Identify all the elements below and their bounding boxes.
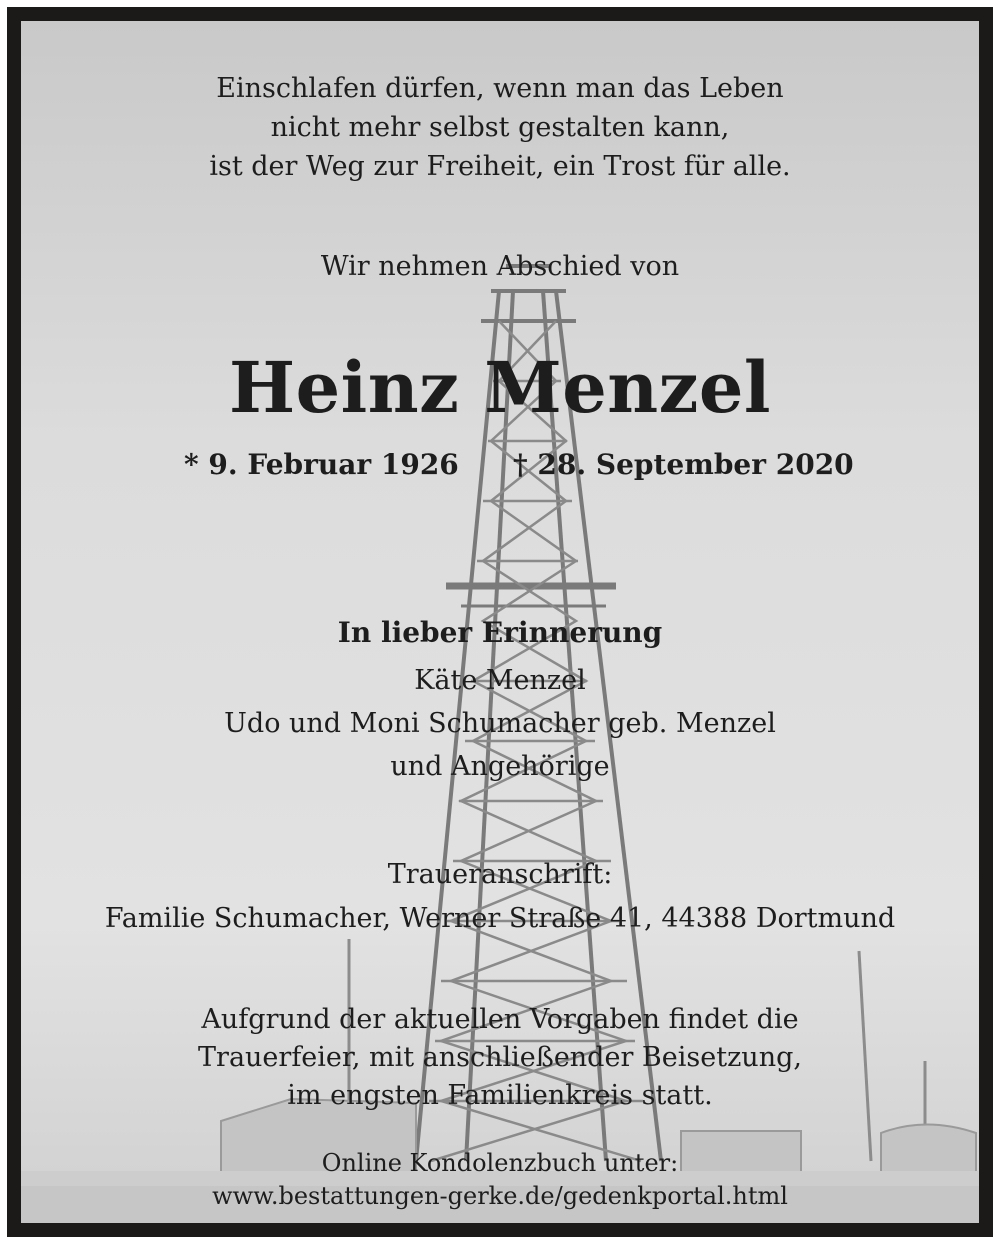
verse-block: [21, 69, 979, 186]
address-label: Traueranschrift:: [387, 859, 613, 890]
online-condolence: [21, 1147, 979, 1213]
funeral-line: Trauerfeier, mit anschließender Beisetzung,: [198, 1042, 802, 1073]
mourner-line: Käte Menzel: [414, 665, 586, 696]
verse-line: ist der Weg zur Freiheit, ein Trost für alle.: [209, 151, 791, 182]
funeral-notice: [21, 1001, 979, 1115]
condolence-url: www.bestattungen-gerke.de/gedenkportal.html: [212, 1182, 788, 1210]
obituary-frame: [7, 7, 993, 1237]
death-date: † 28. September 2020: [513, 448, 854, 481]
mourner-line: und Angehörige: [390, 751, 610, 782]
mourner-line: Udo und Moni Schumacher geb. Menzel: [224, 708, 776, 739]
verse-line: Einschlafen dürfen, wenn man das Leben: [216, 73, 784, 104]
condolence-label: Online Kondolenzbuch unter:: [321, 1149, 679, 1177]
funeral-line: Aufgrund der aktuellen Vorgaben findet die: [201, 1004, 799, 1035]
mourners-block: [21, 659, 979, 788]
memory-heading: In lieber Erinnerung: [337, 616, 663, 649]
mourning-address: [21, 853, 979, 941]
deceased-name: Heinz Menzel: [228, 346, 772, 429]
farewell-intro: Wir nehmen Abschied von: [320, 251, 680, 282]
funeral-line: im engsten Familienkreis statt.: [287, 1080, 713, 1111]
birth-date: * 9. Februar 1926: [184, 448, 459, 481]
verse-line: nicht mehr selbst gestalten kann,: [270, 112, 730, 143]
address-text: Familie Schumacher, Werner Straße 41, 44388 Dortmund: [104, 903, 896, 934]
